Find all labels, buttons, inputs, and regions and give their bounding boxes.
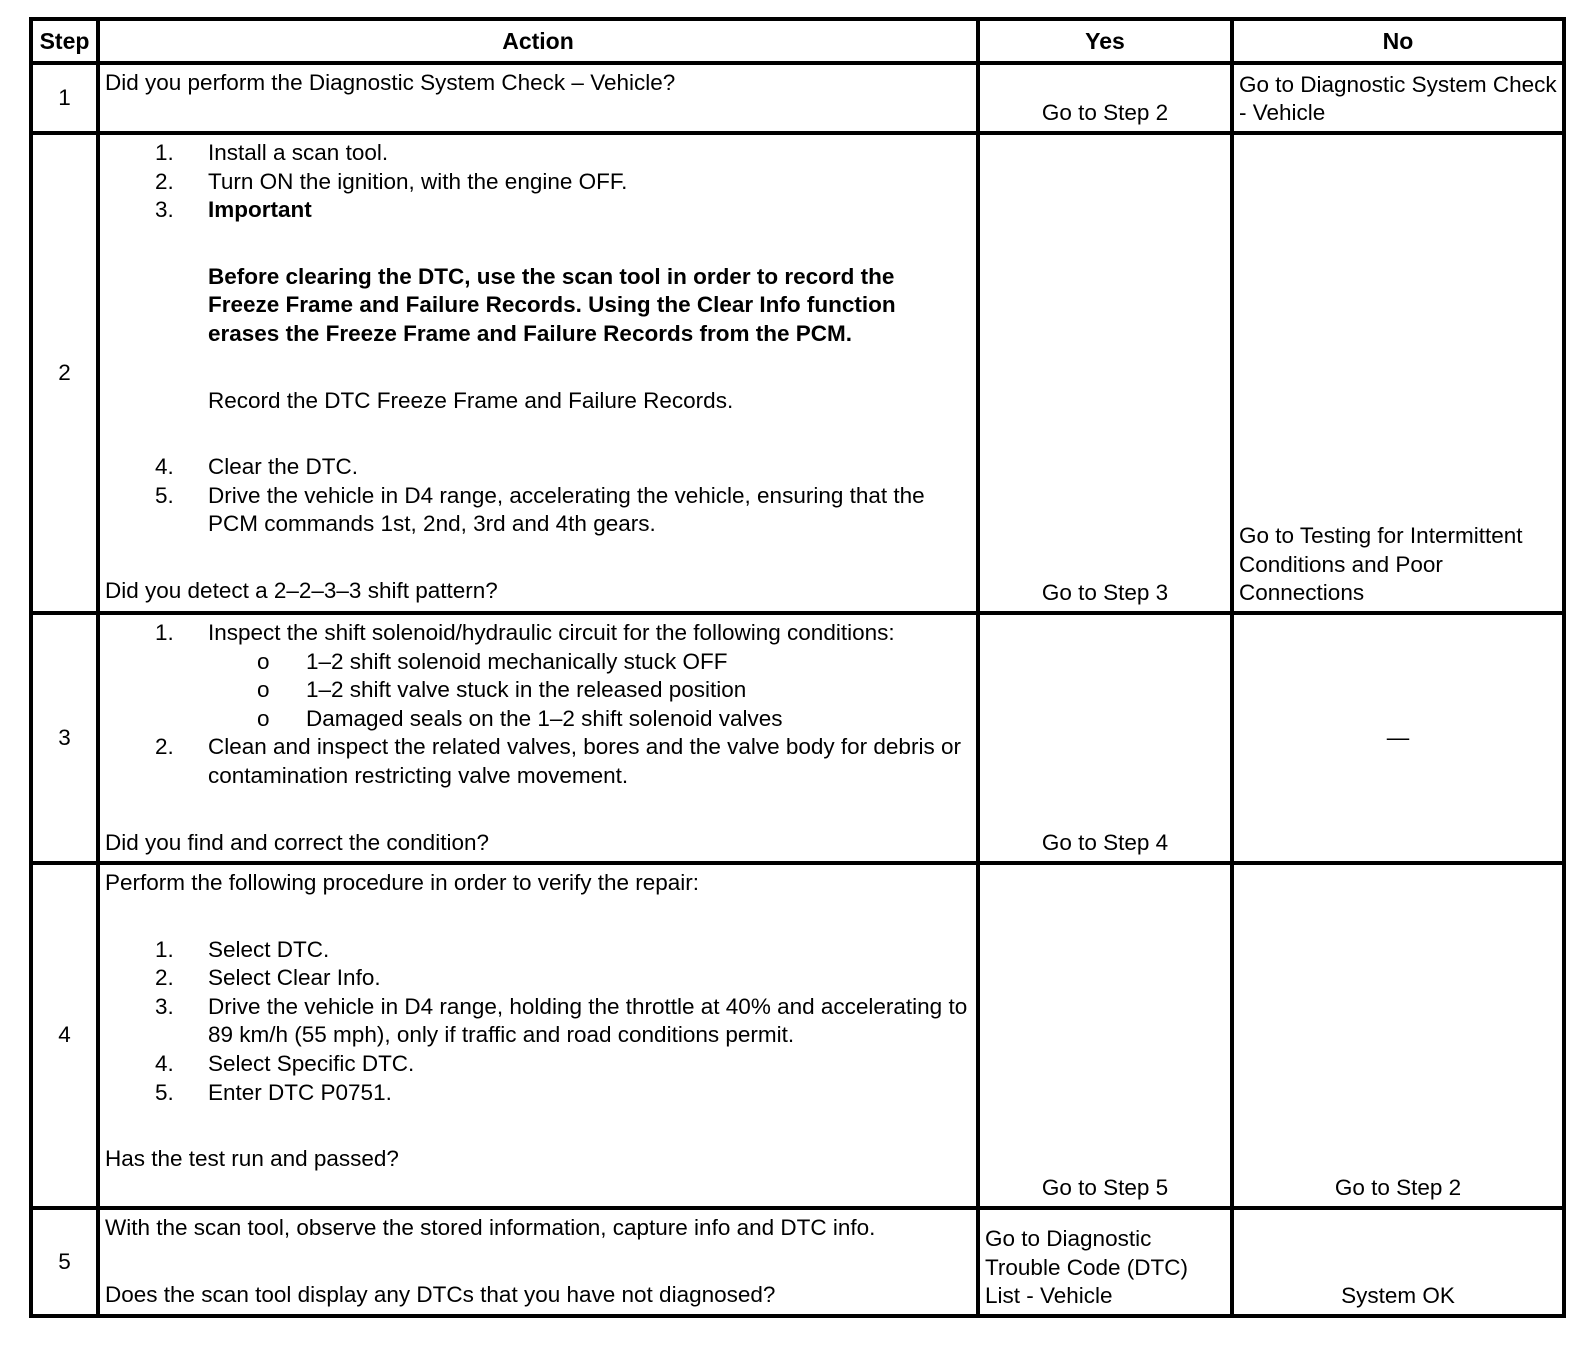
list-item (105, 482, 968, 539)
yes-cell: Go to Step 4 (978, 613, 1232, 863)
diagnostic-table (29, 17, 1566, 1318)
list-item (105, 1050, 968, 1079)
table-row (31, 863, 1564, 1208)
bullet-marker: o (257, 648, 270, 674)
yes-cell: Go to Step 2 (978, 63, 1232, 133)
action-cell (98, 1208, 978, 1316)
important-label: Important (208, 197, 312, 223)
item-number: 2. (155, 168, 174, 194)
list-item (105, 964, 968, 993)
item-text: Clean and inspect the related valves, bores and the valve body for debris or contamination restricting valve movement. (208, 734, 961, 788)
list-item (105, 139, 968, 168)
intro-text: With the scan tool, observe the stored information, capture info and DTC info. (105, 1215, 876, 1240)
item-number: 3. (155, 993, 174, 1019)
item-text: Inspect the shift solenoid/hydraulic circuit for the following conditions: (208, 620, 895, 645)
table-row (31, 1208, 1564, 1316)
item-number: 2. (155, 734, 174, 760)
item-number: 3. (155, 197, 174, 223)
question-text: Has the test run and passed? (105, 1146, 399, 1172)
bullet-marker: o (257, 705, 270, 731)
item-number: 2. (155, 965, 174, 991)
header-no: No (1232, 19, 1564, 63)
item-text: Select Clear Info. (208, 965, 381, 991)
list-item (105, 1079, 968, 1108)
item-number: 4. (155, 454, 174, 480)
item-number: 4. (155, 1050, 174, 1076)
no-cell: Go to Diagnostic System Check - Vehicle (1232, 63, 1564, 133)
bullet-text: 1–2 shift valve stuck in the released position (306, 677, 747, 703)
item-number: 1. (155, 140, 174, 165)
item-text: Select Specific DTC. (208, 1050, 415, 1076)
action-cell (98, 63, 978, 133)
yes-cell: Go to Diagnostic Trouble Code (DTC) List - Vehicle (978, 1208, 1232, 1316)
item-number: 5. (155, 482, 174, 508)
yes-cell: Go to Step 3 (978, 133, 1232, 613)
list-item (105, 733, 968, 790)
question-text: Did you perform the Diagnostic System Check – Vehicle? (105, 70, 676, 95)
bullet-item (105, 705, 968, 734)
header-step: Step (31, 19, 98, 63)
item-text: Select DTC. (208, 936, 330, 962)
list-item (105, 196, 968, 225)
table-row (31, 613, 1564, 863)
action-cell (98, 133, 978, 613)
step-number: 4 (31, 863, 98, 1208)
item-text: Drive the vehicle in D4 range, holding the throttle at 40% and accelerating to 89 km/h (55 mph), only if traffic and road conditions permit. (208, 993, 968, 1048)
yes-cell: Go to Step 5 (978, 863, 1232, 1208)
item-number: 1. (155, 936, 174, 962)
item-text: Enter DTC P0751. (208, 1079, 392, 1105)
no-cell: Go to Testing for Intermittent Conditions and Poor Connections (1232, 133, 1564, 613)
question-text: Does the scan tool display any DTCs that you have not diagnosed? (105, 1281, 776, 1307)
step-number: 3 (31, 613, 98, 863)
step-number: 1 (31, 63, 98, 133)
important-note: Before clearing the DTC, use the scan tool in order to record the Freeze Frame and Failure Records. Using the Clear Info function erases the Freeze Frame and Failure Records from the PCM. (208, 263, 896, 346)
item-number: 1. (155, 620, 174, 645)
action-cell (98, 613, 978, 863)
question-text: Did you detect a 2–2–3–3 shift pattern? (105, 577, 498, 603)
item-text: Drive the vehicle in D4 range, accelerating the vehicle, ensuring that the PCM commands 1st, 2nd, 3rd and 4th gears. (208, 482, 925, 537)
bullet-item (105, 676, 968, 705)
header-row (31, 19, 1564, 63)
list-item (105, 453, 968, 482)
action-cell (98, 863, 978, 1208)
step-number: 2 (31, 133, 98, 613)
no-cell: System OK (1232, 1208, 1564, 1316)
item-text: Clear the DTC. (208, 454, 359, 480)
list-item (105, 936, 968, 965)
question-text: Did you find and correct the condition? (105, 829, 489, 855)
no-cell: — (1232, 613, 1564, 863)
bullet-text: 1–2 shift solenoid mechanically stuck OFF (306, 648, 728, 674)
list-item (105, 619, 968, 648)
step-number: 5 (31, 1208, 98, 1316)
list-item (105, 993, 968, 1050)
bullet-marker: o (257, 677, 270, 703)
table-row (31, 63, 1564, 133)
header-yes: Yes (978, 19, 1232, 63)
record-text: Record the DTC Freeze Frame and Failure Records. (208, 387, 734, 413)
bullet-text: Damaged seals on the 1–2 shift solenoid valves (306, 705, 783, 731)
header-action: Action (98, 19, 978, 63)
bullet-item (105, 648, 968, 677)
no-cell: Go to Step 2 (1232, 863, 1564, 1208)
intro-text: Perform the following procedure in order to verify the repair: (105, 870, 700, 895)
list-item (105, 168, 968, 197)
item-number: 5. (155, 1079, 174, 1105)
item-text: Turn ON the ignition, with the engine OFF. (208, 168, 628, 194)
item-text: Install a scan tool. (208, 140, 389, 165)
table-row (31, 133, 1564, 613)
